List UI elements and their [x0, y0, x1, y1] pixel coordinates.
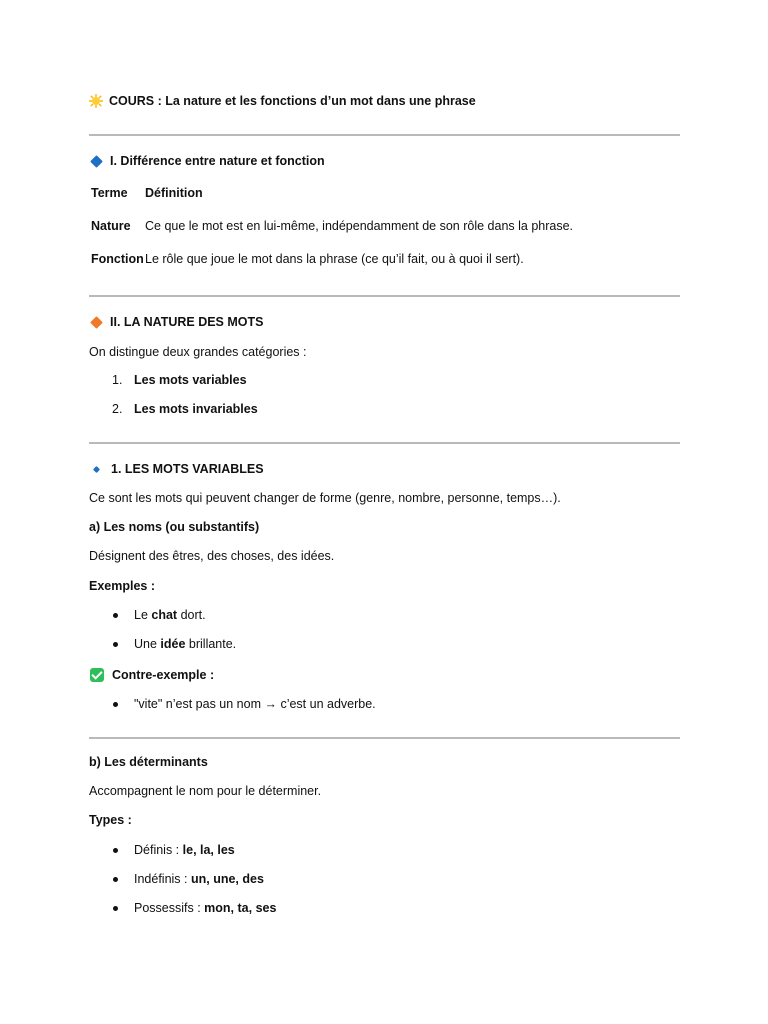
section-heading-difference: I. Différence entre nature et fonction [89, 154, 325, 168]
table-header-terme: Terme [91, 186, 128, 200]
subsection-heading-noms: a) Les noms (ou substantifs) [89, 520, 260, 534]
divider [89, 134, 680, 136]
blue-diamond-icon [90, 155, 103, 168]
section-heading-nature: II. LA NATURE DES MOTS [89, 315, 263, 329]
divider [89, 295, 680, 297]
table-cell-term: Fonction [91, 252, 144, 266]
divider [89, 737, 680, 739]
counter-example-label: Contre-exemple : [90, 668, 214, 682]
list-item: Une idée brillante. [113, 637, 236, 651]
list-item: Indéfinis : un, une, des [113, 872, 264, 886]
small-blue-diamond-icon [93, 465, 100, 472]
list-item: 2. Les mots invariables [112, 402, 258, 416]
list-item: Définis : le, la, les [113, 843, 235, 857]
list-item: 1. Les mots variables [112, 373, 247, 387]
list-item: Le chat dort. [113, 608, 206, 622]
document-title [89, 94, 476, 108]
section-intro: Ce sont les mots qui peuvent changer de forme (genre, nombre, personne, temps…). [89, 491, 561, 505]
subsection-desc: Désignent des êtres, des choses, des idées. [89, 549, 335, 563]
section-heading-variables: 1. LES MOTS VARIABLES [89, 462, 264, 476]
subsection-heading-determinants: b) Les déterminants [89, 755, 208, 769]
subsection-desc: Accompagnent le nom pour le déterminer. [89, 784, 322, 798]
table-cell-definition: Ce que le mot est en lui-même, indépendamment de son rôle dans la phrase. [145, 219, 574, 233]
types-label: Types : [89, 813, 132, 827]
examples-label: Exemples : [89, 579, 156, 593]
bullet [113, 702, 118, 707]
table-cell-term: Nature [91, 219, 131, 233]
check-mark-icon [90, 668, 104, 682]
sun-icon [89, 94, 103, 108]
orange-diamond-icon [90, 316, 103, 329]
title-text: COURS : La nature et les fonctions d’un mot dans une phrase [109, 94, 476, 108]
bullet [113, 877, 118, 882]
list-item: "vite" n’est pas un nom → c’est un adverbe. [113, 697, 376, 711]
list-item: Possessifs : mon, ta, ses [113, 901, 276, 915]
bullet [113, 906, 118, 911]
table-header-definition: Définition [145, 186, 203, 200]
bullet [113, 848, 118, 853]
divider [89, 442, 680, 444]
bullet [113, 642, 118, 647]
table-cell-definition: Le rôle que joue le mot dans la phrase (ce qu’il fait, ou à quoi il sert). [145, 252, 524, 266]
section-intro: On distingue deux grandes catégories : [89, 345, 307, 359]
bullet [113, 613, 118, 618]
